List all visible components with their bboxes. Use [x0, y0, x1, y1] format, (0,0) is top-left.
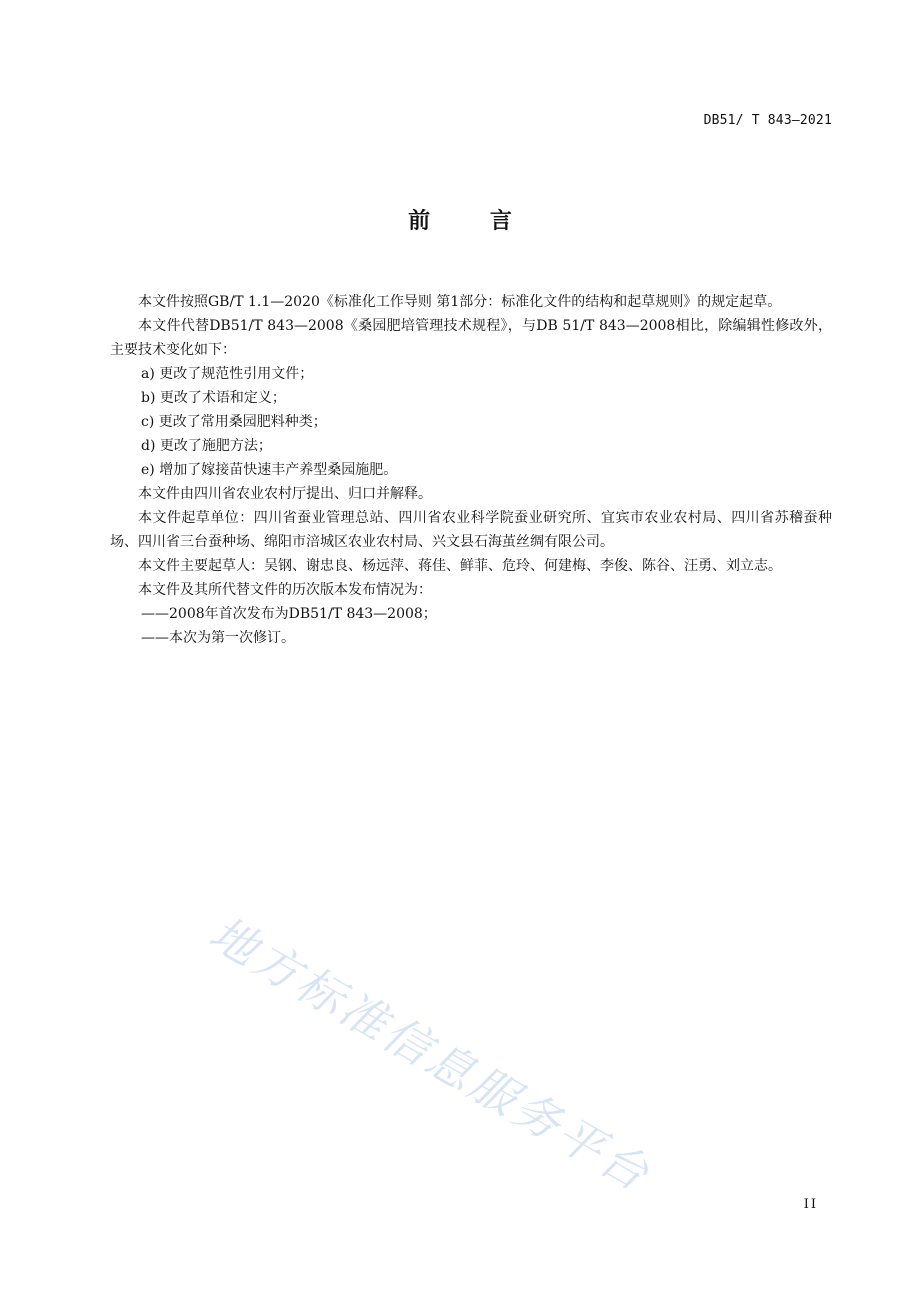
- paragraph-replacement: 本文件代替DB51/T 843—2008《桑园肥培管理技术规程》，与DB 51/T 843—2008相比，除编辑性修改外，主要技术变化如下：: [110, 318, 832, 358]
- paragraph-version-history: 本文件及其所代替文件的历次版本发布情况为：: [138, 582, 432, 598]
- history-item-revision: ——本次为第一次修订。: [141, 630, 295, 646]
- list-item-a: a) 更改了规范性引用文件；: [141, 366, 314, 382]
- list-item-d: d) 更改了施肥方法；: [141, 438, 272, 454]
- page-number: II: [803, 1197, 818, 1212]
- watermark: 地方标准信息服务平台: [200, 905, 661, 1203]
- list-item-c: c) 更改了常用桑园肥料种类；: [141, 414, 327, 430]
- history-item-first-release: ——2008年首次发布为DB51/T 843—2008；: [141, 606, 437, 622]
- paragraph-proposer: 本文件由四川省农业农村厅提出、归口并解释。: [138, 486, 432, 502]
- paragraph-drafting-rules: 本文件按照GB/T 1.1—2020《标准化工作导则 第1部分：标准化文件的结构和起草规则》的规定起草。: [138, 294, 782, 310]
- standard-code: DB51/ T 843—2021: [703, 113, 832, 128]
- list-item-e: e) 增加了嫁接苗快速丰产养型桑园施肥。: [141, 462, 398, 478]
- foreword-body: [110, 290, 832, 650]
- page-title: 前 言: [408, 209, 538, 234]
- paragraph-drafters: 本文件主要起草人：吴钢、谢忠良、杨远萍、蒋佳、鲜菲、危玲、何建梅、李俊、陈谷、汪勇、刘立志。: [138, 558, 782, 574]
- list-item-b: b) 更改了术语和定义；: [141, 390, 286, 406]
- paragraph-drafting-units: 本文件起草单位：四川省蚕业管理总站、四川省农业科学院蚕业研究所、宜宾市农业农村局、四川省苏稽蚕种场、四川省三台蚕种场、绵阳市涪城区农业农村局、兴文县石海茧丝绸有限公司。: [110, 510, 832, 550]
